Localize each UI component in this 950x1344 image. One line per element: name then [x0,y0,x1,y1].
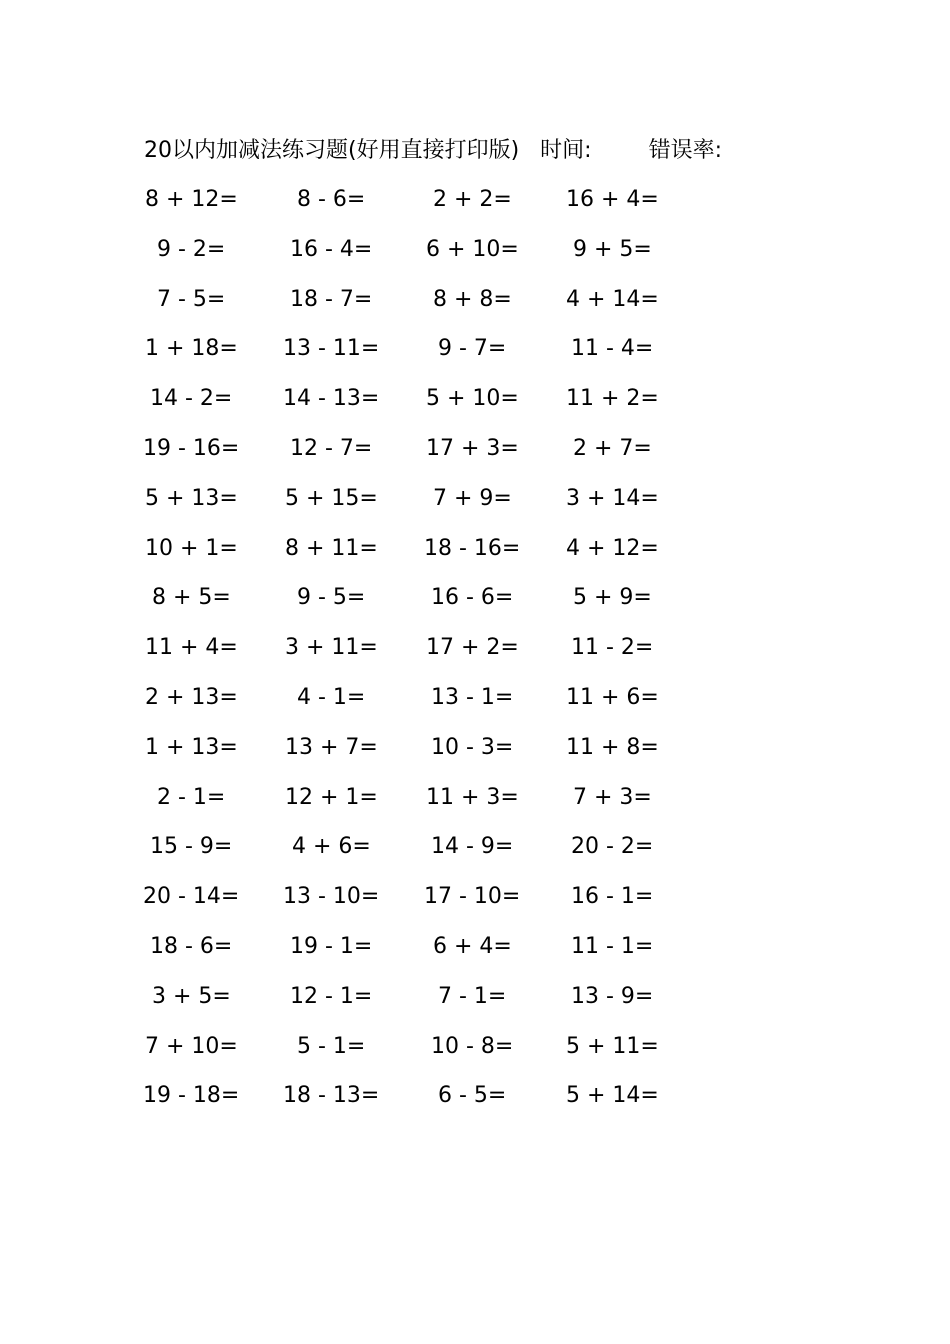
problem-item: 5 + 14= [566,1083,659,1108]
problem-item: 11 + 3= [426,785,519,810]
problem-item: 17 + 2= [426,635,519,660]
problem-item: 20 - 14= [143,884,240,909]
worksheet-header [144,134,722,168]
problem-item: 5 + 15= [285,486,378,511]
problem-item: 1 + 13= [145,735,238,760]
problem-item: 4 + 12= [566,536,659,561]
problem-item: 10 - 3= [431,735,514,760]
problem-item: 5 + 10= [426,386,519,411]
problem-item: 4 + 6= [292,834,371,859]
problem-item: 11 + 4= [145,635,238,660]
problem-item: 7 + 3= [573,785,652,810]
problem-item: 5 + 13= [145,486,238,511]
problem-item: 12 + 1= [285,785,378,810]
problem-item: 8 + 5= [152,585,231,610]
problem-item: 13 + 7= [285,735,378,760]
problem-item: 8 + 8= [433,287,512,312]
problem-item: 6 + 10= [426,237,519,262]
problem-item: 6 - 5= [438,1083,507,1108]
problem-item: 5 + 9= [573,585,652,610]
problem-item: 16 + 4= [566,187,659,212]
problem-item: 18 - 13= [283,1083,380,1108]
problem-item: 11 - 2= [571,635,654,660]
problem-item: 11 + 6= [566,685,659,710]
problem-item: 8 + 12= [145,187,238,212]
problem-item: 6 + 4= [433,934,512,959]
error-rate-label: 错误率: [648,138,723,163]
problem-item: 4 - 1= [297,685,366,710]
problem-item: 8 - 6= [297,187,366,212]
problem-item: 19 - 16= [143,436,240,461]
problem-item: 19 - 1= [290,934,373,959]
problem-item: 20 - 2= [571,834,654,859]
problem-item: 13 - 9= [571,984,654,1009]
problem-item: 2 + 13= [145,685,238,710]
problem-item: 10 - 8= [431,1034,514,1059]
problem-item: 11 - 1= [571,934,654,959]
problem-item: 16 - 4= [290,237,373,262]
problem-item: 3 + 11= [285,635,378,660]
problem-item: 13 - 11= [283,336,380,361]
problem-item: 16 - 6= [431,585,514,610]
problem-item: 8 + 11= [285,536,378,561]
problem-item: 18 - 7= [290,287,373,312]
problem-item: 7 + 10= [145,1034,238,1059]
problem-item: 11 + 2= [566,386,659,411]
problem-item: 5 + 11= [566,1034,659,1059]
problem-item: 1 + 18= [145,336,238,361]
problem-item: 18 - 16= [424,536,521,561]
problem-item: 9 - 2= [157,237,226,262]
problem-item: 11 + 8= [566,735,659,760]
problem-item: 7 - 5= [157,287,226,312]
problem-item: 15 - 9= [150,834,233,859]
problem-item: 16 - 1= [571,884,654,909]
problem-item: 5 - 1= [297,1034,366,1059]
problem-item: 13 - 1= [431,685,514,710]
problem-item: 2 + 2= [433,187,512,212]
problem-item: 9 + 5= [573,237,652,262]
problem-item: 13 - 10= [283,884,380,909]
problem-item: 12 - 1= [290,984,373,1009]
problem-item: 4 + 14= [566,287,659,312]
problem-item: 3 + 14= [566,486,659,511]
time-label: 时间: [540,138,592,163]
problem-item: 19 - 18= [143,1083,240,1108]
problem-item: 3 + 5= [152,984,231,1009]
problem-item: 10 + 1= [145,536,238,561]
problem-item: 17 + 3= [426,436,519,461]
problem-item: 14 - 9= [431,834,514,859]
problem-item: 14 - 2= [150,386,233,411]
problem-item: 18 - 6= [150,934,233,959]
problem-item: 2 + 7= [573,436,652,461]
problem-item: 9 - 7= [438,336,507,361]
problem-item: 14 - 13= [283,386,380,411]
problem-item: 2 - 1= [157,785,226,810]
problem-item: 7 - 1= [438,984,507,1009]
problem-item: 12 - 7= [290,436,373,461]
worksheet-title: 20以内加减法练习题(好用直接打印版) [144,138,520,163]
problem-item: 17 - 10= [424,884,521,909]
problem-item: 7 + 9= [433,486,512,511]
problem-item: 11 - 4= [571,336,654,361]
problem-item: 9 - 5= [297,585,366,610]
